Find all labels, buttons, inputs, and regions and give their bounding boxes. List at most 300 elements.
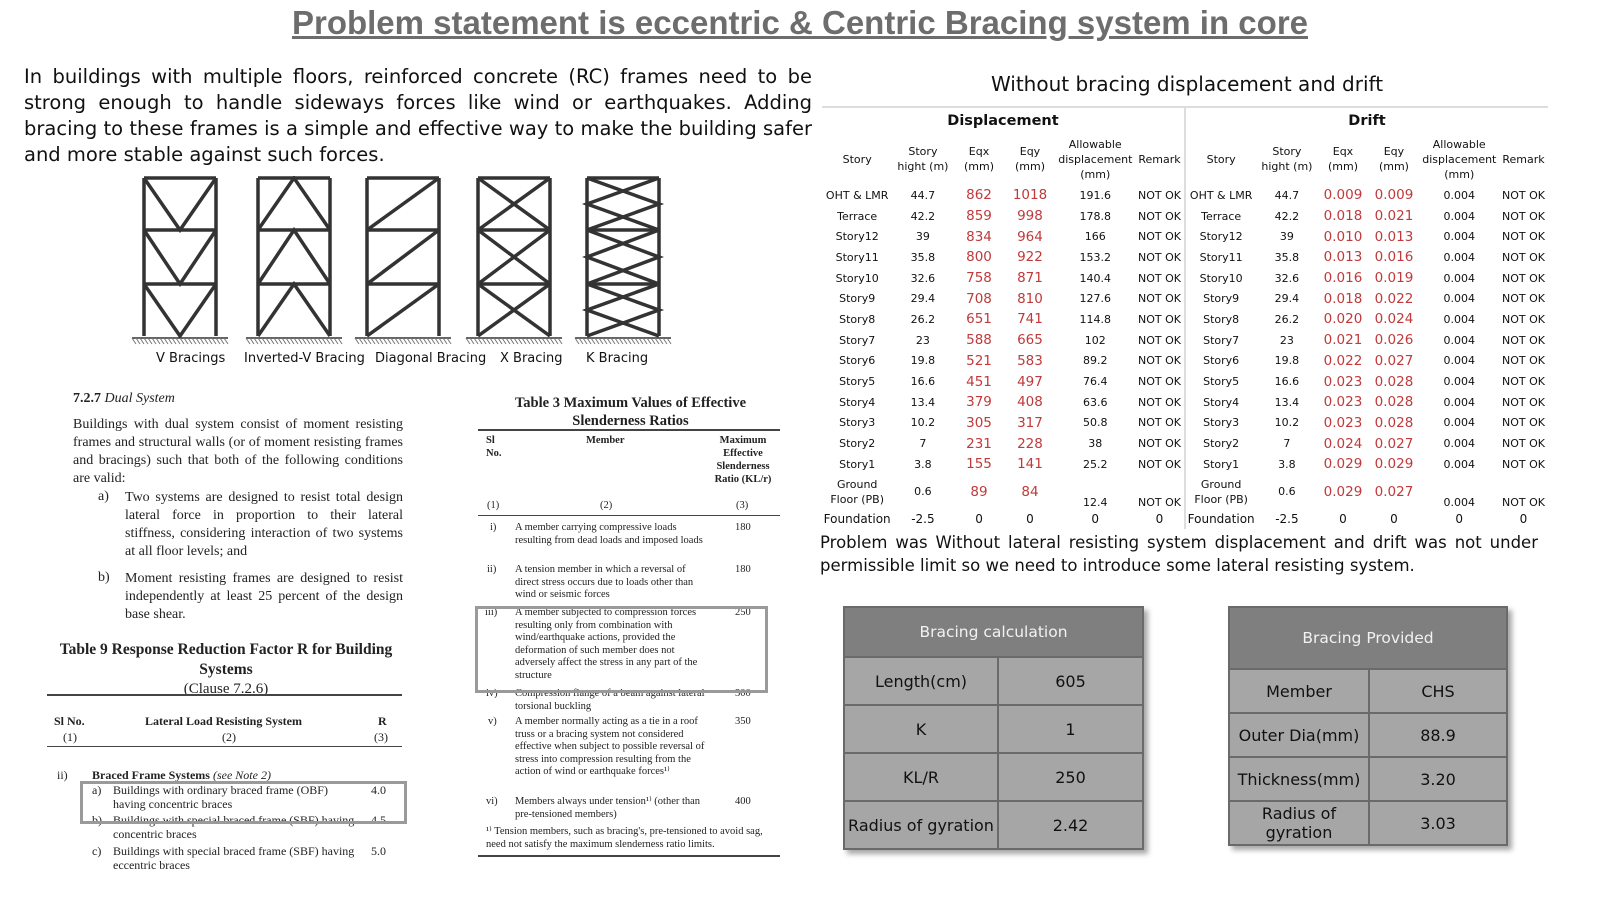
hatch-line xyxy=(411,338,415,344)
hatch-line xyxy=(314,338,318,344)
col-eqx xyxy=(954,133,1005,185)
table-row xyxy=(822,268,1548,289)
hatch-line xyxy=(318,338,322,344)
calc-label-length: Length(cm) xyxy=(844,657,998,705)
hatch-line xyxy=(168,338,172,344)
table3-row-3-no: iii) xyxy=(485,607,498,618)
hatch-line xyxy=(470,338,474,344)
cell-dy: 810 xyxy=(1017,290,1043,307)
hatch-line xyxy=(603,338,607,344)
hatch-line xyxy=(518,338,522,344)
table3-row-3-val: 250 xyxy=(735,607,751,618)
hatch-line xyxy=(538,338,542,344)
hatch-line xyxy=(635,338,639,344)
table9-sub-3: (3) xyxy=(374,730,388,744)
hatch-line xyxy=(403,338,407,344)
dual-system-heading-number: 7.2.7 xyxy=(73,391,101,406)
col-drift-remark: Remark xyxy=(1502,152,1545,166)
cell-fx: 0.029 xyxy=(1323,456,1363,473)
calc-value-k: 1 xyxy=(998,705,1143,753)
table-row xyxy=(822,392,1548,413)
col-eqy-label: Eqy (mm) xyxy=(1014,145,1045,173)
hatch-line xyxy=(306,338,310,344)
table-row xyxy=(822,509,1548,530)
cell-da: 76.4 xyxy=(1083,375,1108,389)
cell-dr: NOT OK xyxy=(1138,437,1181,451)
cell-fr: NOT OK xyxy=(1502,209,1545,223)
hatch-line xyxy=(212,338,216,344)
cell-dx: 521 xyxy=(966,352,992,369)
hatch-line xyxy=(136,338,140,344)
table3-row-5-text: A member normally acting as a tie in a roof truss or a bracing system not considered effective when subject to possible reversal of stress into compression resulting from the action of wind or earthquake forces¹⁾ xyxy=(515,716,705,777)
cell-drift-h: 35.8 xyxy=(1274,250,1300,264)
cell-da: 166 xyxy=(1084,230,1106,244)
cell-da: 38 xyxy=(1088,437,1103,451)
cell-fr: NOT OK xyxy=(1502,495,1545,509)
cell-drift-h: 16.6 xyxy=(1274,375,1300,389)
cell-h: 19.8 xyxy=(910,354,936,368)
provided-label-outer-dia: Outer Dia(mm) xyxy=(1229,713,1369,757)
cell-dx: 758 xyxy=(966,270,992,287)
table9-row-b-mark: b) xyxy=(92,813,102,827)
hatch-line xyxy=(184,338,188,344)
hatch-line xyxy=(266,338,270,344)
hatch-line xyxy=(587,338,591,344)
cell-fr: NOT OK xyxy=(1502,457,1545,471)
hatch-line xyxy=(583,338,587,344)
table3-row-1-no: i) xyxy=(490,522,497,533)
table9-row-b-text: Buildings with special braced frame (SBF) having concentric braces xyxy=(113,813,355,841)
hatch-line xyxy=(391,338,395,344)
cell-fr: NOT OK xyxy=(1502,375,1545,389)
label-inverted-v-bracing: Inverted-V Bracing xyxy=(244,351,365,366)
label-diagonal-bracing: Diagonal Bracing xyxy=(375,351,487,366)
hatch-line xyxy=(591,338,595,344)
cell-da: 25.2 xyxy=(1083,457,1108,471)
cell-h: 42.2 xyxy=(910,209,936,223)
label-x-bracing: X Bracing xyxy=(500,351,563,366)
cell-fy: 0.016 xyxy=(1374,249,1414,266)
table3-row-6-text: Members always under tension¹⁾ (other than pre-tensioned members) xyxy=(515,796,701,820)
cell-fy: 0.028 xyxy=(1374,414,1414,431)
hatch-line xyxy=(290,338,294,344)
table9-clause: (Clause 7.2.6) xyxy=(183,681,269,697)
cell-drift-story: Story2 xyxy=(1185,433,1256,454)
without-bracing-heading: Without bracing displacement and drift xyxy=(990,72,1384,96)
hatch-line xyxy=(383,338,387,344)
hatch-line xyxy=(298,338,302,344)
table3-sub-1: (1) xyxy=(487,500,500,511)
cell-drift-story: Story6 xyxy=(1185,351,1256,372)
cell-fa: 0.004 xyxy=(1443,209,1475,223)
hatch-line xyxy=(550,338,554,344)
cell-fr: NOT OK xyxy=(1502,230,1545,244)
cell-drift-story: Story12 xyxy=(1185,226,1256,247)
col-story-hight xyxy=(892,133,953,185)
table3-bottom-rule xyxy=(478,855,780,857)
cell-drift-story: Story3 xyxy=(1185,413,1256,434)
table3-highlight-box xyxy=(475,606,768,693)
table-row xyxy=(822,309,1548,330)
cell-fa: 0.004 xyxy=(1443,395,1475,409)
hatch-line xyxy=(490,338,494,344)
intro-paragraph: In buildings with multiple floors, reinforced concrete (RC) frames need to be strong enough to handle sideways forces like wind or earthquakes. Adding bracing to these frames is a simple and effective way to make the building safer and more stable against such forces. xyxy=(24,65,812,166)
cell-dy: 665 xyxy=(1017,332,1043,349)
cell-dx: 800 xyxy=(966,249,992,266)
label-v-bracing: V Bracings xyxy=(156,351,226,366)
cell-h: 13.4 xyxy=(910,395,936,409)
table3-row-2-val: 180 xyxy=(735,564,751,575)
table-row xyxy=(822,226,1548,247)
table-row xyxy=(822,454,1548,475)
table3-row-3-text: A member subjected to compression forces resulting only from combination with wind/earthquake actions, provided the deformation of such member does not adversely affect the stress in any part of the structure xyxy=(515,607,698,681)
hatch-line xyxy=(192,338,196,344)
hatch-line xyxy=(623,338,627,344)
cell-drift-h: 7 xyxy=(1283,437,1291,451)
cell-dy: 317 xyxy=(1017,414,1043,431)
col-eqy xyxy=(1005,133,1056,185)
hatch-line xyxy=(423,338,427,344)
cell-fa: 0.004 xyxy=(1443,375,1475,389)
hatch-line xyxy=(486,338,490,344)
hatch-line xyxy=(419,338,423,344)
hatch-line xyxy=(506,338,510,344)
dual-system-paragraph: Buildings with dual system consist of moment resisting frames and structural walls (or of moment resisting frames and bracings) such that both of the following conditions are valid: xyxy=(73,417,403,486)
hatch-line xyxy=(208,338,212,344)
group-drift: Drift xyxy=(1185,107,1548,133)
hatch-line xyxy=(595,338,599,344)
cell-drift-story: Story11 xyxy=(1185,247,1256,268)
hatch-line xyxy=(667,338,671,344)
cell-fx: 0.021 xyxy=(1323,332,1363,349)
calc-label-klr: KL/R xyxy=(844,753,998,801)
table3-header-rule xyxy=(478,515,780,516)
cell-da: 89.2 xyxy=(1083,354,1108,368)
hatch-line xyxy=(607,338,611,344)
table9-header-rule xyxy=(47,746,402,747)
col-drift-story: Story xyxy=(1185,133,1256,185)
hatch-line xyxy=(164,338,168,344)
table9-group-label: Braced Frame Systems xyxy=(92,768,210,782)
cell-story: Story11 xyxy=(835,250,879,264)
calc-value-klr: 250 xyxy=(998,753,1143,801)
cell-da: 12.4 xyxy=(1083,495,1108,509)
cell-fr: NOT OK xyxy=(1502,292,1545,306)
group-displacement: Displacement xyxy=(822,107,1185,133)
label-k-bracing: K Bracing xyxy=(586,351,649,366)
table3-title: Table 3 Maximum Values of Effective Slenderness Ratios xyxy=(514,395,747,429)
hatch-line xyxy=(286,338,290,344)
cell-drift-h: 0.6 xyxy=(1278,485,1296,499)
hatch-line xyxy=(554,338,558,344)
cell-fy: 0.026 xyxy=(1374,332,1414,349)
condition-a-text: Two systems are designed to resist total design lateral force in proportion to their lateral stiffness, considering interaction of two systems at all floor levels; and xyxy=(125,490,403,559)
table3-row-2-text: A tension member in which a reversal of direct stress occurs due to loads other than wind or seismic forces xyxy=(515,564,694,600)
hatch-line xyxy=(156,338,160,344)
table3-header-member: Member xyxy=(586,435,625,446)
condition-b-text: Moment resisting frames are designed to resist independently at least 25 percent of the design base shear. xyxy=(125,571,403,622)
hatch-line xyxy=(132,338,136,344)
cell-fx: 0.023 xyxy=(1323,373,1363,390)
bracing-calculation-table xyxy=(843,606,1144,850)
col-drift-eqx xyxy=(1318,133,1369,185)
cell-story: Story3 xyxy=(839,416,876,430)
calc-value-radius: 2.42 xyxy=(998,801,1143,849)
hatch-line xyxy=(160,338,164,344)
cell-fa: 0.004 xyxy=(1443,312,1475,326)
table9-row-a-text: Buildings with ordinary braced frame (OBF) having concentric braces xyxy=(113,783,328,811)
table3-row-4-val: 300 xyxy=(735,688,751,699)
cell-dx: 305 xyxy=(966,414,992,431)
cell-dx: 0 xyxy=(975,511,983,526)
hatch-line xyxy=(627,338,631,344)
cell-dr: NOT OK xyxy=(1138,416,1181,430)
cell-story: Story4 xyxy=(839,395,876,409)
hatch-line xyxy=(220,338,224,344)
cell-dx: 834 xyxy=(966,228,992,245)
cell-dr: NOT OK xyxy=(1138,354,1181,368)
hatch-line xyxy=(274,338,278,344)
cell-dy: 583 xyxy=(1017,352,1043,369)
table9-row-b-r: 4.5 xyxy=(371,813,386,827)
cell-story: Story10 xyxy=(835,271,879,285)
inverted-v-bracing-diagram xyxy=(258,178,330,336)
table-row xyxy=(822,247,1548,268)
hatch-line xyxy=(363,338,367,344)
cell-h: 3.8 xyxy=(914,457,932,471)
cell-fx: 0.024 xyxy=(1323,435,1363,452)
cell-fx: 0.010 xyxy=(1323,228,1363,245)
hatch-line xyxy=(502,338,506,344)
table3-sub-2: (2) xyxy=(600,500,613,511)
provided-value-thickness: 3.20 xyxy=(1369,757,1507,801)
table3-row-2-no: ii) xyxy=(487,564,497,575)
cell-drift-story: Story8 xyxy=(1185,309,1256,330)
hatch-line xyxy=(250,338,254,344)
col-allowable-label: Allowable displacement (mm) xyxy=(1058,137,1133,181)
cell-dx: 89 xyxy=(970,483,988,500)
cell-fy: 0.022 xyxy=(1374,290,1414,307)
cell-drift-story: Story1 xyxy=(1185,454,1256,475)
cell-dx: 651 xyxy=(966,311,992,328)
cell-fa: 0.004 xyxy=(1443,271,1475,285)
hatch-line xyxy=(415,338,419,344)
cell-fy: 0.027 xyxy=(1374,435,1414,452)
table9-highlight-box xyxy=(80,781,407,824)
table9-group-note: (see Note 2) xyxy=(212,768,271,782)
table9-row-c-r: 5.0 xyxy=(371,844,386,858)
hatch-line xyxy=(631,338,635,344)
page-title: Problem statement is eccentric & Centric Bracing system in core xyxy=(291,4,1309,41)
cell-da: 0 xyxy=(1091,511,1100,526)
cell-drift-h: 23 xyxy=(1279,333,1294,347)
provided-label-member: Member xyxy=(1229,669,1369,713)
cell-drift-h: -2.5 xyxy=(1275,511,1299,526)
cell-drift-story: Story4 xyxy=(1185,392,1256,413)
hatch-line xyxy=(310,338,314,344)
cell-fa: 0.004 xyxy=(1443,230,1475,244)
hatch-line xyxy=(542,338,546,344)
cell-fx: 0.023 xyxy=(1323,414,1363,431)
cell-dr: NOT OK xyxy=(1138,495,1181,509)
cell-dx: 155 xyxy=(966,456,992,473)
calc-value-length: 605 xyxy=(998,657,1143,705)
hatch-line xyxy=(322,338,326,344)
cell-drift-h: 29.4 xyxy=(1274,292,1300,306)
cell-fr: NOT OK xyxy=(1502,395,1545,409)
cell-dr: NOT OK xyxy=(1138,333,1181,347)
table3-row-4-text: Compression flange of a beam against lateral torsional buckling xyxy=(515,688,705,712)
cell-h: 29.4 xyxy=(910,292,936,306)
hatch-line xyxy=(514,338,518,344)
cell-drift-story: Terrace xyxy=(1185,206,1256,227)
cell-dr: NOT OK xyxy=(1138,188,1181,202)
hatch-line xyxy=(643,338,647,344)
hatch-line xyxy=(611,338,615,344)
hatch-line xyxy=(172,338,176,344)
cell-story: OHT & LMR xyxy=(825,188,889,202)
col-drift-eqy-label: Eqy (mm) xyxy=(1378,145,1409,173)
cell-da: 114.8 xyxy=(1079,312,1111,326)
cell-dy: 0 xyxy=(1026,511,1034,526)
cell-dr: NOT OK xyxy=(1138,250,1181,264)
cell-story: Story5 xyxy=(839,375,876,389)
cell-dy: 964 xyxy=(1017,228,1043,245)
table3-row-6-val: 400 xyxy=(735,796,751,807)
cell-dr: NOT OK xyxy=(1138,292,1181,306)
cell-dx: 708 xyxy=(966,290,992,307)
cell-fr: NOT OK xyxy=(1502,437,1545,451)
col-drift-allowable-label: Allowable displacement (mm) xyxy=(1422,137,1497,181)
hatch-line xyxy=(647,338,651,344)
col-drift-eqx-label: Eqx (mm) xyxy=(1327,145,1358,173)
hatch-line xyxy=(224,338,228,344)
v-bracing-diagram xyxy=(144,178,216,336)
provided-value-member: CHS xyxy=(1369,669,1507,713)
hatch-line xyxy=(498,338,502,344)
table3-header-sl: Sl No. xyxy=(486,435,502,459)
cell-fr: 0 xyxy=(1519,511,1528,526)
diagonal-bracing-diagram xyxy=(367,178,439,336)
cell-story: Story12 xyxy=(835,230,879,244)
cell-dy: 741 xyxy=(1017,311,1043,328)
cell-fa: 0.004 xyxy=(1443,250,1475,264)
cell-drift-story: Story9 xyxy=(1185,288,1256,309)
hatch-line xyxy=(387,338,391,344)
table-row xyxy=(822,206,1548,227)
cell-fr: NOT OK xyxy=(1502,250,1545,264)
cell-fx: 0.029 xyxy=(1323,483,1363,500)
hatch-line xyxy=(196,338,200,344)
cell-fy: 0.009 xyxy=(1374,187,1414,204)
cell-story: Story2 xyxy=(839,437,876,451)
cell-dx: 231 xyxy=(966,435,992,452)
table3-top-rule xyxy=(478,429,780,431)
cell-dy: 1018 xyxy=(1012,187,1048,204)
hatch-line xyxy=(270,338,274,344)
table-row xyxy=(822,351,1548,372)
cell-drift-h: 32.6 xyxy=(1274,271,1300,285)
cell-h: 26.2 xyxy=(910,312,936,326)
hatch-line xyxy=(399,338,403,344)
cell-h: -2.5 xyxy=(911,511,935,526)
cell-story: Foundation xyxy=(823,511,891,526)
cell-dx: 379 xyxy=(966,394,992,411)
hatch-line xyxy=(663,338,667,344)
hatch-line xyxy=(262,338,266,344)
cell-dy: 408 xyxy=(1017,394,1043,411)
hatch-line xyxy=(176,338,180,344)
cell-dr: NOT OK xyxy=(1138,375,1181,389)
hatch-line xyxy=(204,338,208,344)
table9-row-c-mark: c) xyxy=(92,844,102,858)
cell-h: 44.7 xyxy=(910,188,936,202)
cell-h: 7 xyxy=(919,437,927,451)
cell-story: Story1 xyxy=(839,457,876,471)
cell-fa: 0.004 xyxy=(1443,188,1475,202)
hatch-line xyxy=(140,338,144,344)
cell-fa: 0.004 xyxy=(1443,354,1475,368)
hatch-line xyxy=(482,338,486,344)
hatch-line xyxy=(443,338,447,344)
cell-fr: NOT OK xyxy=(1502,354,1545,368)
condition-b-mark: b) xyxy=(98,570,110,585)
table9-title: Table 9 Response Reduction Factor R for Building Systems xyxy=(59,641,393,678)
table3-row-5-no: v) xyxy=(488,716,497,727)
dual-system-heading-name: Dual System xyxy=(104,391,175,406)
cell-da: 153.2 xyxy=(1079,250,1111,264)
cell-fr: NOT OK xyxy=(1502,416,1545,430)
hatch-line xyxy=(367,338,371,344)
cell-dr: NOT OK xyxy=(1138,395,1181,409)
table9-row-a-mark: a) xyxy=(92,783,102,797)
cell-dr: NOT OK xyxy=(1138,271,1181,285)
provided-value-radius: 3.03 xyxy=(1369,801,1507,845)
col-drift-eqy xyxy=(1368,133,1419,185)
hatch-line xyxy=(439,338,443,344)
calc-label-radius: Radius of gyration xyxy=(844,801,998,849)
hatch-line xyxy=(278,338,282,344)
bracing-provided-title: Bracing Provided xyxy=(1229,607,1507,669)
cell-fr: NOT OK xyxy=(1502,312,1545,326)
hatch-line xyxy=(355,338,359,344)
hatch-line xyxy=(651,338,655,344)
cell-da: 140.4 xyxy=(1079,271,1111,285)
cell-fy: 0.021 xyxy=(1374,208,1414,225)
hatch-line xyxy=(371,338,375,344)
bracing-calculation-title: Bracing calculation xyxy=(844,607,1143,657)
k-bracing-diagram xyxy=(587,178,659,336)
table3-header-max: Maximum Effective Slenderness Ratio (KL/r) xyxy=(714,435,772,485)
table9-row-c-text: Buildings with special braced frame (SBF) having eccentric braces xyxy=(113,844,355,872)
cell-fx: 0.018 xyxy=(1323,208,1363,225)
cell-fy: 0.027 xyxy=(1374,352,1414,369)
cell-fx: 0.023 xyxy=(1323,394,1363,411)
hatch-line xyxy=(575,338,579,344)
hatch-line xyxy=(478,338,482,344)
table3-row-1-val: 180 xyxy=(735,522,751,533)
table9-group xyxy=(92,768,271,782)
cell-dx: 451 xyxy=(966,373,992,390)
table3-row-6-no: vi) xyxy=(486,796,498,807)
cell-drift-story: Story5 xyxy=(1185,371,1256,392)
cell-h: 10.2 xyxy=(910,416,936,430)
table9-sub-1: (1) xyxy=(63,730,77,744)
cell-dy: 998 xyxy=(1017,208,1043,225)
hatch-line xyxy=(558,338,562,344)
table9-row-a-r: 4.0 xyxy=(371,783,386,797)
hatch-line xyxy=(435,338,439,344)
